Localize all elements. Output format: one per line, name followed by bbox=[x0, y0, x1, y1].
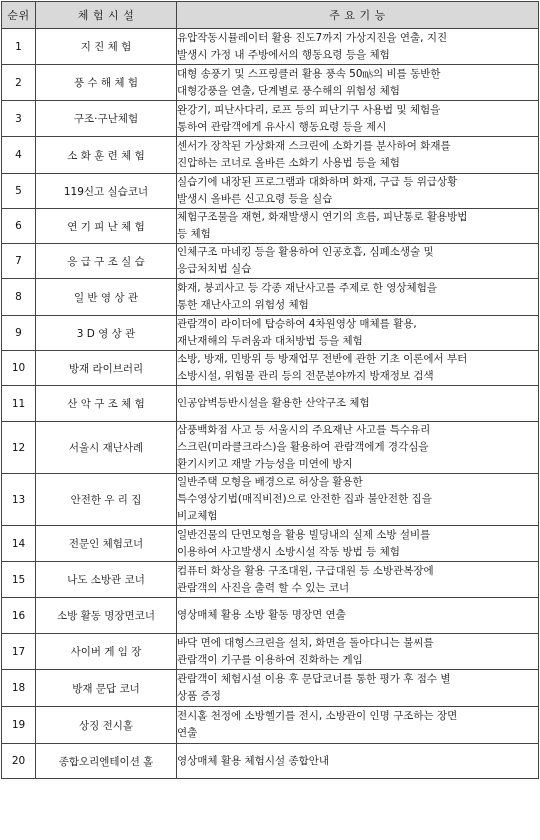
row-facility-name: 구조·구난체험 bbox=[36, 101, 177, 137]
row-rank: 15 bbox=[2, 562, 36, 598]
function-line: 관람객이 기구를 이용하여 진화하는 게임 bbox=[177, 653, 363, 666]
function-line: 관람객의 사진을 출력 할 수 있는 코너 bbox=[177, 581, 350, 594]
table-row bbox=[2, 65, 539, 101]
header-main-function: 주 요 기 능 bbox=[177, 2, 539, 29]
function-line: 발생시 올바른 신고요령 등을 실습 bbox=[177, 193, 333, 205]
row-main-function bbox=[177, 670, 539, 707]
row-facility-name: 전문인 체험코너 bbox=[36, 526, 177, 562]
row-main-function bbox=[177, 598, 539, 634]
row-facility-name: 안전한 우 리 집 bbox=[36, 474, 177, 526]
function-line: 체험구조물을 재현, 화재발생시 연기의 흐름, 피난통로 활용방법 bbox=[177, 211, 468, 223]
row-facility-name: 연 기 피 난 체 험 bbox=[36, 209, 177, 244]
function-line: 실습기에 내장된 프로그램과 대화하며 화재, 구급 등 위급상황 bbox=[177, 176, 458, 188]
function-line: 컴퓨터 화상을 활용 구조대원, 구급대원 등 소방관복장에 bbox=[177, 564, 434, 577]
row-rank: 20 bbox=[2, 744, 36, 779]
row-rank: 4 bbox=[2, 137, 36, 174]
row-facility-name: 지 진 체 험 bbox=[36, 29, 177, 65]
function-line: 재난재해의 두려움과 대처방법 등을 체험 bbox=[177, 335, 363, 347]
function-line: 비교체험 bbox=[177, 510, 218, 522]
table-row bbox=[2, 101, 539, 137]
row-facility-name: 일 반 영 상 관 bbox=[36, 279, 177, 316]
row-facility-name: 방재 라이브러리 bbox=[36, 351, 177, 386]
row-rank: 3 bbox=[2, 101, 36, 137]
row-rank: 1 bbox=[2, 29, 36, 65]
function-line: 상품 증정 bbox=[177, 690, 221, 702]
function-line: 화재, 붕괴사고 등 각종 재난사고를 주제로 한 영상체험을 bbox=[177, 282, 437, 294]
function-line: 등 체험 bbox=[177, 228, 211, 240]
function-line: 관람객이 체험시설 이용 후 문답코너를 통한 평가 후 점수 별 bbox=[177, 673, 451, 685]
table-row bbox=[2, 474, 539, 526]
function-line: 연출 bbox=[177, 727, 198, 739]
row-rank: 2 bbox=[2, 65, 36, 101]
row-facility-name: 방재 문답 코너 bbox=[36, 670, 177, 707]
function-line: 유압작동시뮬레이터 활용 진도7까지 가상지진을 연출, 지진 bbox=[177, 31, 448, 44]
table-row bbox=[2, 707, 539, 744]
row-rank: 8 bbox=[2, 279, 36, 316]
row-rank: 17 bbox=[2, 634, 36, 670]
function-line: 소방시설, 위험물 관리 등의 전문분야까지 방재정보 검색 bbox=[177, 370, 434, 382]
row-facility-name: 종합오리엔테이션 홀 bbox=[36, 744, 177, 779]
row-facility-name: 소 화 훈 련 체 험 bbox=[36, 137, 177, 174]
function-line: 삼풍백화점 사고 등 서울시의 주요재난 사고를 특수유리 bbox=[177, 424, 431, 436]
table-header-row bbox=[2, 2, 539, 29]
row-main-function bbox=[177, 422, 539, 474]
row-rank: 7 bbox=[2, 244, 36, 279]
table-row bbox=[2, 244, 539, 279]
row-main-function bbox=[177, 744, 539, 779]
row-rank: 14 bbox=[2, 526, 36, 562]
row-main-function bbox=[177, 101, 539, 137]
row-main-function bbox=[177, 386, 539, 422]
table-row bbox=[2, 351, 539, 386]
function-line: 인공암벽등반시설을 활용한 산악구조 체험 bbox=[177, 397, 370, 409]
row-main-function bbox=[177, 174, 539, 209]
function-line: 일반주택 모형을 배경으로 허상을 활용한 bbox=[177, 476, 363, 488]
row-rank: 12 bbox=[2, 422, 36, 474]
header-rank: 순위 bbox=[2, 2, 36, 29]
row-rank: 6 bbox=[2, 209, 36, 244]
row-rank: 19 bbox=[2, 707, 36, 744]
function-line: 소방, 방재, 민방위 등 방재업무 전반에 관한 기초 이론에서 부터 bbox=[177, 353, 468, 365]
table-row bbox=[2, 634, 539, 670]
row-facility-name: 서울시 재난사례 bbox=[36, 422, 177, 474]
row-rank: 18 bbox=[2, 670, 36, 707]
table-row bbox=[2, 174, 539, 209]
function-line: 스크린(미라클크라스)을 활용하여 관람객에게 경각심을 bbox=[177, 441, 429, 453]
row-main-function bbox=[177, 29, 539, 65]
row-main-function bbox=[177, 209, 539, 244]
function-line: 전시홀 천정에 소방헬기를 전시, 소방관이 인명 구조하는 장면 bbox=[177, 710, 458, 722]
row-main-function bbox=[177, 707, 539, 744]
table-row bbox=[2, 562, 539, 598]
row-facility-name: 산 악 구 조 체 험 bbox=[36, 386, 177, 422]
function-line: 바닥 면에 대형스크린을 설치, 화면을 돌아다니는 불씨를 bbox=[177, 636, 434, 649]
function-line: 통하여 관람객에게 유사시 행동요령 등을 제시 bbox=[177, 120, 387, 133]
function-line: 이용하여 사고발생시 소방시설 작동 방법 등 체험 bbox=[177, 545, 400, 558]
function-line: 응급처치법 실습 bbox=[177, 263, 252, 275]
table-row bbox=[2, 137, 539, 174]
table-row bbox=[2, 29, 539, 65]
row-facility-name: 상징 전시홀 bbox=[36, 707, 177, 744]
row-facility-name: 나도 소방관 코너 bbox=[36, 562, 177, 598]
function-line: 환기시키고 재발 가능성을 미연에 방지 bbox=[177, 458, 353, 470]
row-rank: 10 bbox=[2, 351, 36, 386]
function-line: 발생시 가정 내 주방에서의 행동요령 등을 체험 bbox=[177, 48, 390, 61]
row-facility-name: 사이버 게 임 장 bbox=[36, 634, 177, 670]
function-line: 센서가 장착된 가상화재 스크린에 소화기를 분사하여 화재를 bbox=[177, 140, 451, 152]
table-row bbox=[2, 422, 539, 474]
row-facility-name: 풍 수 해 체 험 bbox=[36, 65, 177, 101]
row-main-function bbox=[177, 316, 539, 351]
table-row bbox=[2, 744, 539, 779]
table-row bbox=[2, 670, 539, 707]
function-line: 완강기, 피난사다리, 로프 등의 피난기구 사용법 및 체험을 bbox=[177, 103, 441, 116]
row-rank: 5 bbox=[2, 174, 36, 209]
function-line: 영상매체 활용 체험시설 종합안내 bbox=[177, 754, 330, 767]
row-main-function bbox=[177, 279, 539, 316]
row-facility-name: 3 D 영 상 관 bbox=[36, 316, 177, 351]
table-row bbox=[2, 526, 539, 562]
row-facility-name: 119신고 실습코너 bbox=[36, 174, 177, 209]
table-row bbox=[2, 279, 539, 316]
function-line: 일반건물의 단면모형을 활용 빌딩내의 실제 소방 설비를 bbox=[177, 528, 431, 541]
table-row bbox=[2, 209, 539, 244]
row-main-function bbox=[177, 634, 539, 670]
function-line: 인체구조 마네킹 등을 활용하여 인공호흡, 심폐소생술 및 bbox=[177, 246, 434, 258]
header-facility-name: 체 험 시 설 bbox=[36, 2, 177, 29]
row-main-function bbox=[177, 526, 539, 562]
row-main-function bbox=[177, 351, 539, 386]
function-line: 통한 재난사고의 위험성 체험 bbox=[177, 299, 309, 311]
row-rank: 16 bbox=[2, 598, 36, 634]
table-row bbox=[2, 598, 539, 634]
row-main-function bbox=[177, 65, 539, 101]
row-facility-name: 응 급 구 조 실 습 bbox=[36, 244, 177, 279]
table-row bbox=[2, 316, 539, 351]
row-main-function bbox=[177, 244, 539, 279]
facility-table bbox=[1, 1, 539, 779]
function-line: 특수영상기법(매직비전)으로 안전한 집과 불안전한 집을 bbox=[177, 493, 432, 505]
row-rank: 9 bbox=[2, 316, 36, 351]
function-line: 진압하는 코너로 올바른 소화기 사용법 등을 체험 bbox=[177, 157, 400, 169]
row-main-function bbox=[177, 474, 539, 526]
row-rank: 11 bbox=[2, 386, 36, 422]
row-rank: 13 bbox=[2, 474, 36, 526]
table-row bbox=[2, 386, 539, 422]
row-main-function bbox=[177, 562, 539, 598]
function-line: 관람객이 라이더에 탑승하여 4차원영상 매체를 활용, bbox=[177, 318, 417, 330]
function-line: 영상매체 활용 소방 활동 명장면 연출 bbox=[177, 609, 346, 621]
function-line: 대형 송풍기 및 스프링클러 활용 풍속 50㎧의 비를 동반한 bbox=[177, 67, 441, 80]
function-line: 대형강풍을 연출, 단계별로 풍수해의 위험성 체험 bbox=[177, 84, 400, 97]
row-main-function bbox=[177, 137, 539, 174]
row-facility-name: 소방 활동 명장면코너 bbox=[36, 598, 177, 634]
